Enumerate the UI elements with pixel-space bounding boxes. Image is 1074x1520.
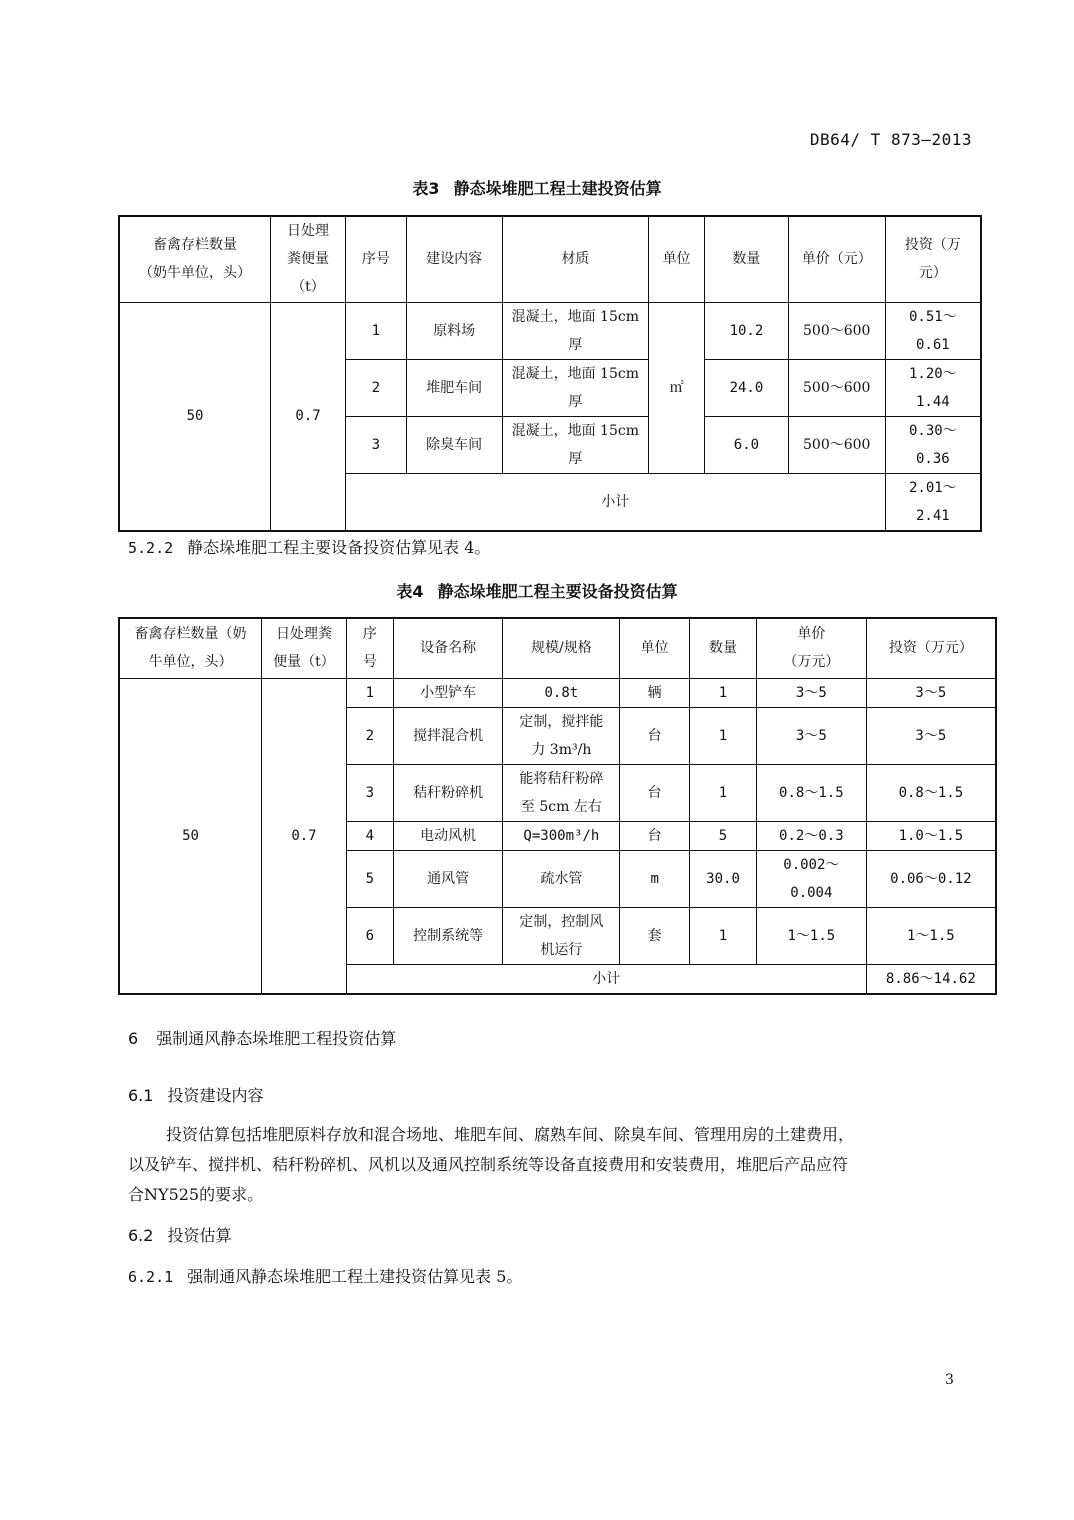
t3-price: 500～600 bbox=[788, 416, 885, 473]
t4-unit: 辆 bbox=[620, 678, 690, 707]
t4-no: 3 bbox=[346, 764, 393, 821]
t4-header-qty: 数量 bbox=[690, 618, 757, 678]
t3-unit: ㎡ bbox=[649, 302, 705, 473]
clause-6-2-1-number: 6.2.1 bbox=[128, 1268, 174, 1286]
paragraph-line: 以及铲车、搅拌机、秸秆粉碎机、风机以及通风控制系统等设备直接费用和安装费用，堆肥后产品应符 bbox=[128, 1155, 849, 1174]
t4-qty: 5 bbox=[690, 821, 757, 850]
standard-code: DB64/ T 873—2013 bbox=[809, 130, 972, 149]
section-6-title: 强制通风静态垛堆肥工程投资估算 bbox=[156, 1029, 397, 1048]
clause-5-2-2-text: 静态垛堆肥工程主要设备投资估算见表 4。 bbox=[187, 538, 491, 557]
t4-no: 5 bbox=[346, 850, 393, 907]
t3-header-unit: 单位 bbox=[649, 216, 705, 302]
t3-invest: 0.30～ 0.36 bbox=[885, 416, 981, 473]
table3-caption-number: 表3 bbox=[412, 179, 440, 198]
t4-qty: 1 bbox=[690, 678, 757, 707]
t3-content: 堆肥车间 bbox=[406, 359, 502, 416]
table-row bbox=[119, 678, 996, 707]
t3-no: 2 bbox=[345, 359, 406, 416]
t4-qty: 1 bbox=[690, 907, 757, 964]
table3-header-row bbox=[119, 216, 981, 302]
page-number: 3 bbox=[945, 1372, 954, 1388]
paragraph-line: 合NY525的要求。 bbox=[128, 1185, 264, 1204]
t4-livestock: 50 bbox=[119, 678, 262, 994]
table3 bbox=[118, 215, 982, 532]
t3-no: 3 bbox=[345, 416, 406, 473]
t4-no: 1 bbox=[346, 678, 393, 707]
clause-6-2-1 bbox=[128, 1262, 522, 1292]
t4-subtotal-label: 小计 bbox=[346, 964, 866, 994]
t4-invest: 3～5 bbox=[866, 707, 996, 764]
t4-invest: 1.0～1.5 bbox=[866, 821, 996, 850]
t3-header-material: 材质 bbox=[502, 216, 649, 302]
section-6-2-title: 投资估算 bbox=[167, 1226, 232, 1245]
t4-qty: 1 bbox=[690, 707, 757, 764]
t3-qty: 6.0 bbox=[705, 416, 789, 473]
t3-header-invest: 投资（万 元） bbox=[885, 216, 981, 302]
t4-invest: 3～5 bbox=[866, 678, 996, 707]
t4-unit: 台 bbox=[620, 707, 690, 764]
t4-header-livestock: 畜禽存栏数量（奶 牛单位，头） bbox=[119, 618, 262, 678]
clause-5-2-2 bbox=[128, 533, 490, 563]
t3-daily: 0.7 bbox=[271, 302, 346, 531]
t4-qty: 1 bbox=[690, 764, 757, 821]
t4-name: 控制系统等 bbox=[393, 907, 503, 964]
t3-material: 混凝土，地面 15cm 厚 bbox=[502, 302, 649, 359]
t4-spec: 定制，搅拌能 力 3m³/h bbox=[503, 707, 620, 764]
t3-material: 混凝土，地面 15cm 厚 bbox=[502, 359, 649, 416]
t4-no: 2 bbox=[346, 707, 393, 764]
table4-caption-title: 静态垛堆肥工程主要设备投资估算 bbox=[437, 582, 678, 601]
section-6-2-heading bbox=[128, 1223, 231, 1246]
t4-unit: 台 bbox=[620, 764, 690, 821]
t4-price: 3～5 bbox=[756, 678, 866, 707]
t4-header-no: 序 号 bbox=[346, 618, 393, 678]
t3-material: 混凝土，地面 15cm 厚 bbox=[502, 416, 649, 473]
section-6-1-title: 投资建设内容 bbox=[167, 1086, 264, 1105]
t4-header-unit: 单位 bbox=[620, 618, 690, 678]
t4-invest: 0.8～1.5 bbox=[866, 764, 996, 821]
t3-header-qty: 数量 bbox=[705, 216, 789, 302]
t3-livestock: 50 bbox=[119, 302, 271, 531]
t3-header-price: 单价（元） bbox=[788, 216, 885, 302]
t3-qty: 10.2 bbox=[705, 302, 789, 359]
clause-6-2-1-text: 强制通风静态垛堆肥工程土建投资估算见表 5。 bbox=[187, 1267, 523, 1286]
t3-header-no: 序号 bbox=[345, 216, 406, 302]
t4-name: 小型铲车 bbox=[393, 678, 503, 707]
t4-spec: 能将秸秆粉碎 至 5cm 左右 bbox=[503, 764, 620, 821]
t4-unit: 套 bbox=[620, 907, 690, 964]
t4-spec: Q=300m³/h bbox=[503, 821, 620, 850]
table4-header-row bbox=[119, 618, 996, 678]
t3-header-daily: 日处理 粪便量 （t） bbox=[271, 216, 346, 302]
t4-no: 6 bbox=[346, 907, 393, 964]
t4-name: 搅拌混合机 bbox=[393, 707, 503, 764]
t3-content: 除臭车间 bbox=[406, 416, 502, 473]
t4-name: 通风管 bbox=[393, 850, 503, 907]
t4-unit: m bbox=[620, 850, 690, 907]
t4-price: 0.8～1.5 bbox=[756, 764, 866, 821]
t3-price: 500～600 bbox=[788, 359, 885, 416]
section-6-1-heading bbox=[128, 1083, 263, 1106]
t4-qty: 30.0 bbox=[690, 850, 757, 907]
table-row bbox=[119, 302, 981, 359]
t4-price: 1～1.5 bbox=[756, 907, 866, 964]
section-6-1-paragraph bbox=[128, 1120, 988, 1210]
section-6-number: 6 bbox=[128, 1029, 139, 1048]
section-6-1-number: 6.1 bbox=[128, 1086, 154, 1105]
t3-price: 500～600 bbox=[788, 302, 885, 359]
t4-subtotal-value: 8.86～14.62 bbox=[866, 964, 996, 994]
t4-header-invest: 投资（万元） bbox=[866, 618, 996, 678]
t3-subtotal-label: 小计 bbox=[345, 473, 885, 531]
table4-caption-number: 表4 bbox=[396, 582, 424, 601]
clause-5-2-2-number: 5.2.2 bbox=[128, 539, 174, 557]
t4-header-price: 单价 （万元） bbox=[756, 618, 866, 678]
section-6-heading bbox=[128, 1026, 396, 1049]
t4-price: 3～5 bbox=[756, 707, 866, 764]
t4-spec: 0.8t bbox=[503, 678, 620, 707]
t3-subtotal-value: 2.01～ 2.41 bbox=[885, 473, 981, 531]
t4-invest: 1～1.5 bbox=[866, 907, 996, 964]
t4-invest: 0.06～0.12 bbox=[866, 850, 996, 907]
t4-no: 4 bbox=[346, 821, 393, 850]
t3-qty: 24.0 bbox=[705, 359, 789, 416]
t4-price: 0.2～0.3 bbox=[756, 821, 866, 850]
paragraph-line: 投资估算包括堆肥原料存放和混合场地、堆肥车间、腐熟车间、除臭车间、管理用房的土建费用， bbox=[166, 1125, 855, 1144]
table4 bbox=[118, 617, 997, 995]
section-6-2-number: 6.2 bbox=[128, 1226, 154, 1245]
t4-header-name: 设备名称 bbox=[393, 618, 503, 678]
t4-header-spec: 规模/规格 bbox=[503, 618, 620, 678]
t3-header-content: 建设内容 bbox=[406, 216, 502, 302]
table3-caption-title: 静态垛堆肥工程土建投资估算 bbox=[453, 179, 662, 198]
t4-header-daily: 日处理粪 便量（t） bbox=[262, 618, 347, 678]
table3-caption bbox=[0, 176, 1074, 199]
t4-unit: 台 bbox=[620, 821, 690, 850]
t4-spec: 疏水管 bbox=[503, 850, 620, 907]
t4-name: 电动风机 bbox=[393, 821, 503, 850]
t4-spec: 定制，控制风 机运行 bbox=[503, 907, 620, 964]
t3-invest: 0.51～ 0.61 bbox=[885, 302, 981, 359]
t3-content: 原料场 bbox=[406, 302, 502, 359]
t4-name: 秸秆粉碎机 bbox=[393, 764, 503, 821]
t3-no: 1 bbox=[345, 302, 406, 359]
table4-caption bbox=[0, 579, 1074, 602]
t4-daily: 0.7 bbox=[262, 678, 347, 994]
t3-invest: 1.20～ 1.44 bbox=[885, 359, 981, 416]
t4-price: 0.002～ 0.004 bbox=[756, 850, 866, 907]
t3-header-livestock: 畜禽存栏数量 （奶牛单位，头） bbox=[119, 216, 271, 302]
